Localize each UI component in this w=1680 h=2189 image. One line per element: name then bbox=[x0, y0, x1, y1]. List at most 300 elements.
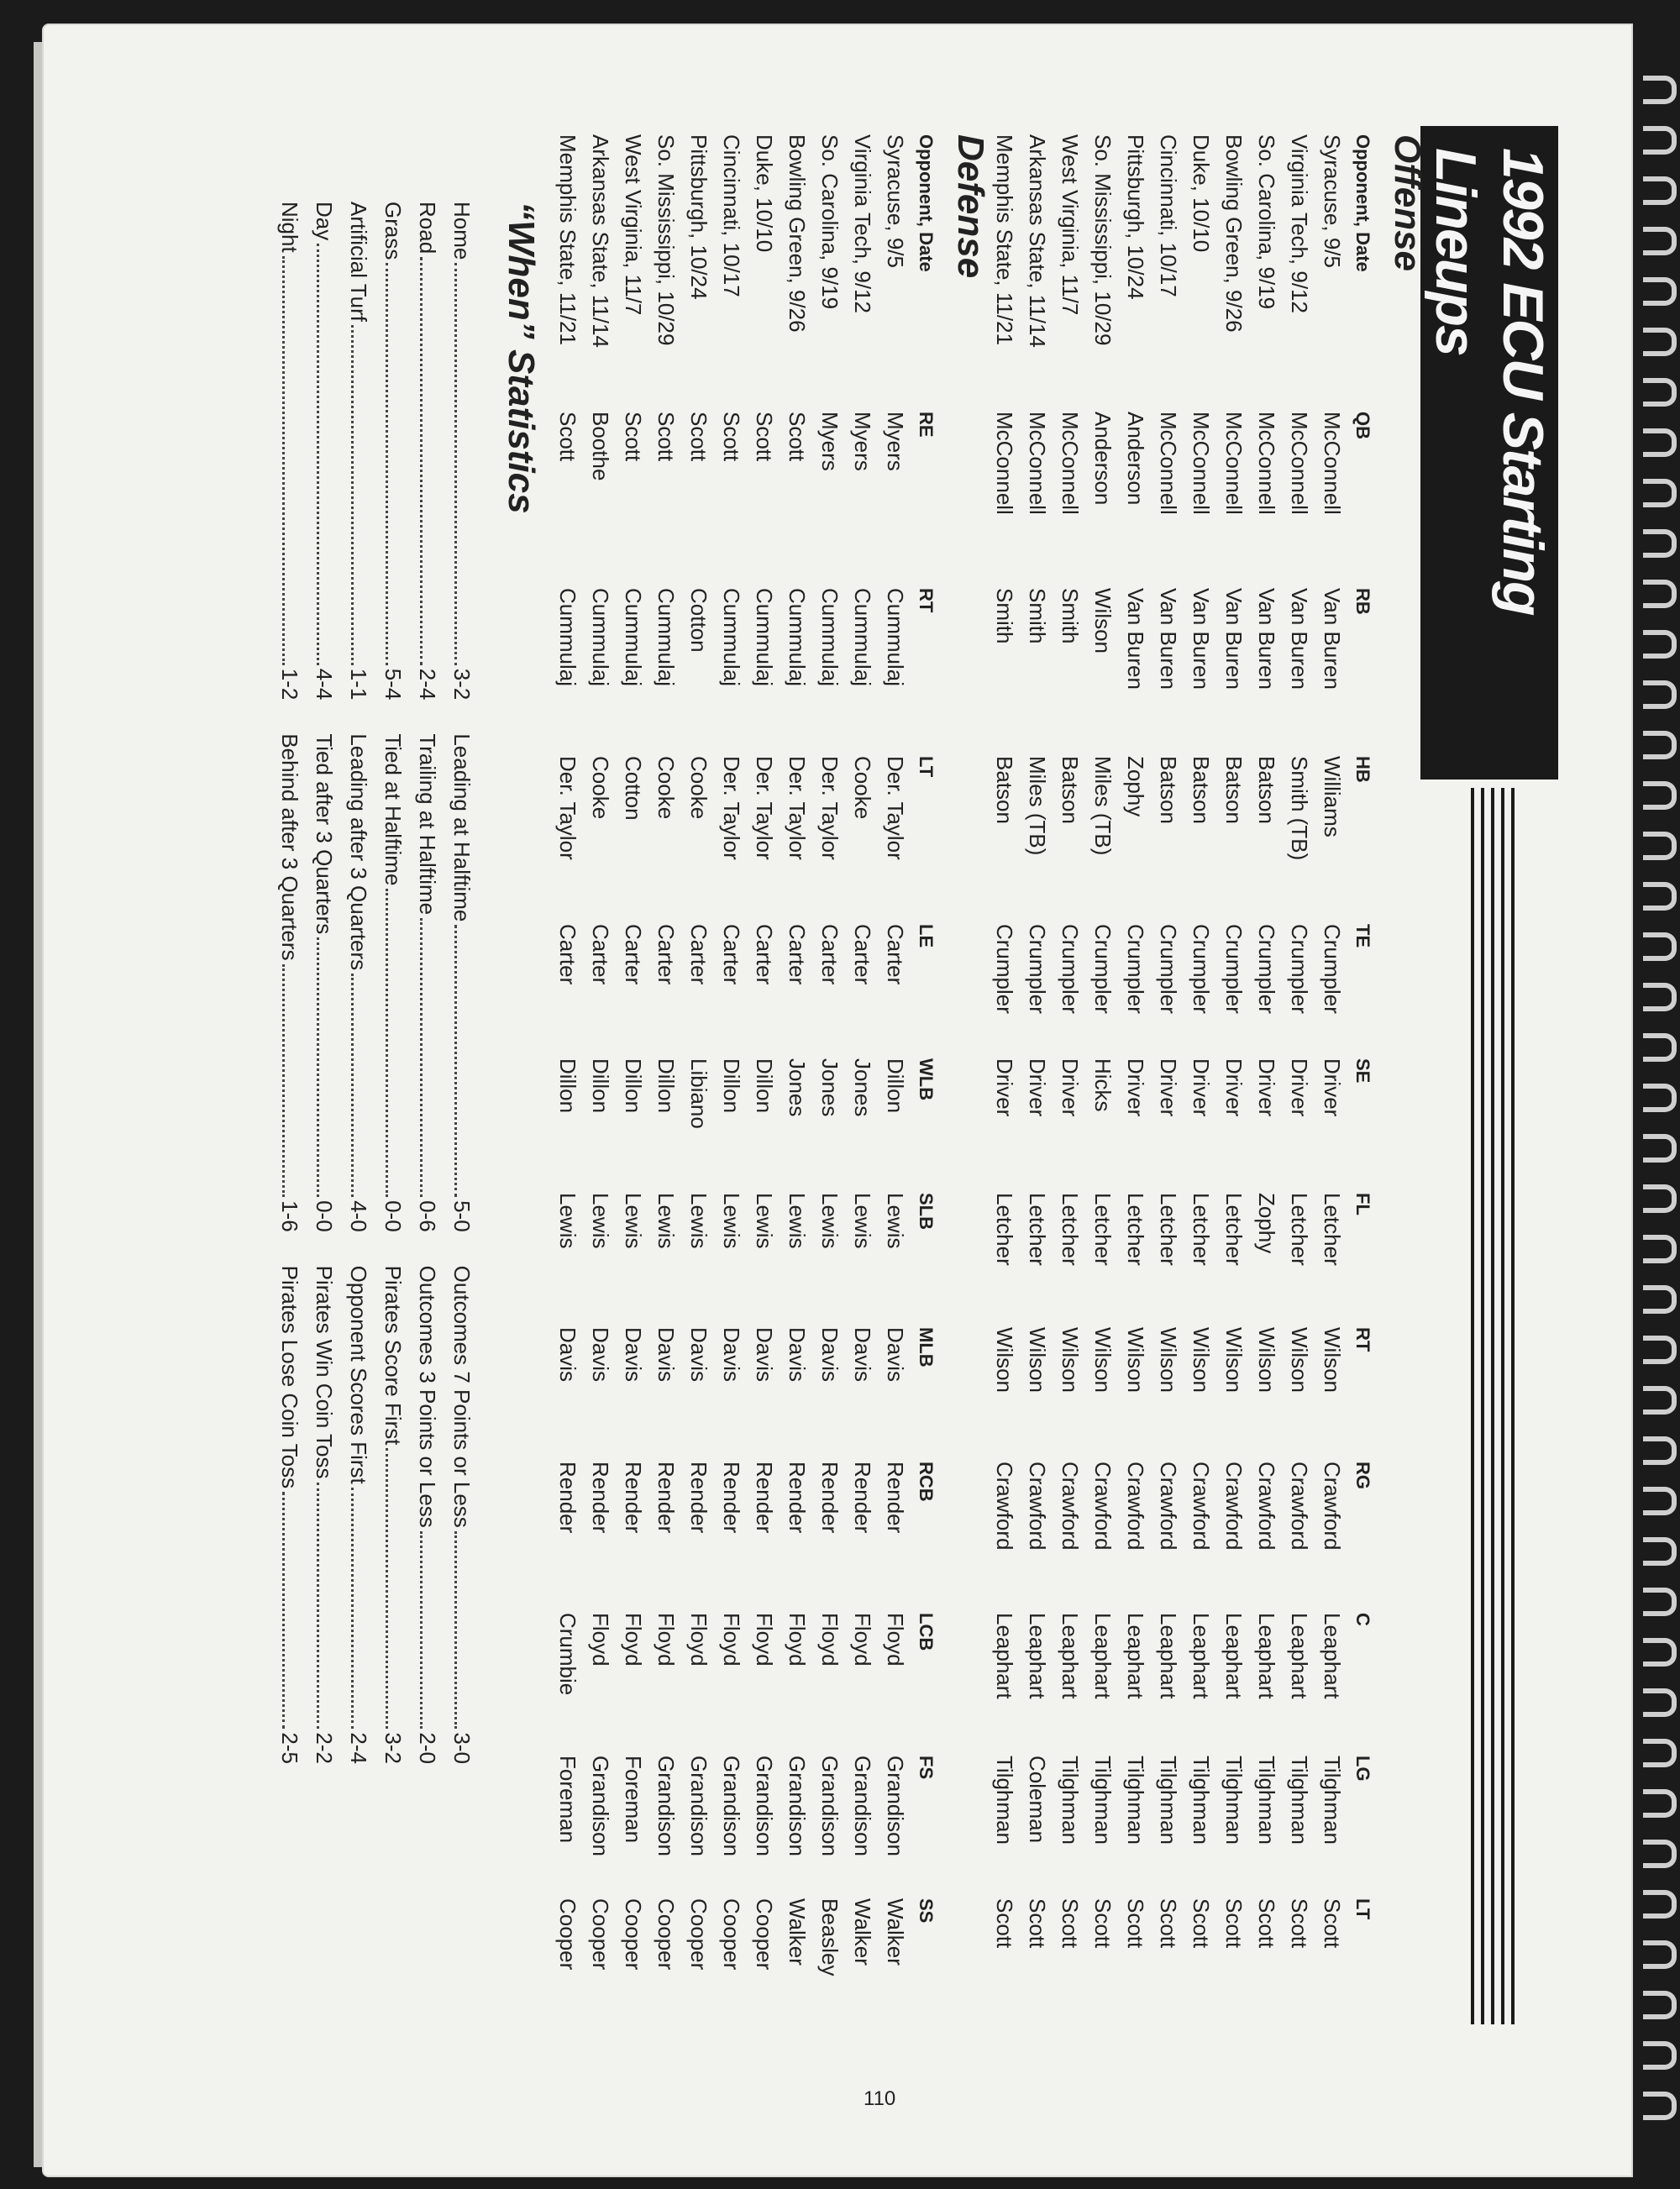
spiral-ring bbox=[1643, 1991, 1677, 2019]
player-cell: McConnell bbox=[1254, 412, 1279, 515]
player-cell: Walker bbox=[850, 1898, 875, 1966]
player-cell: Davis bbox=[654, 1327, 679, 1383]
player-cell: Wilson bbox=[1090, 588, 1116, 654]
table-row bbox=[617, 134, 649, 2024]
player-cell: Dillon bbox=[555, 1058, 580, 1114]
player-cell: Lewis bbox=[785, 1193, 810, 1249]
player-cell: Dillon bbox=[621, 1058, 646, 1114]
player-cell: Crawford bbox=[1123, 1462, 1148, 1551]
player-cell: Lewis bbox=[686, 1193, 711, 1249]
table-row bbox=[1184, 134, 1217, 2024]
player-cell: Zophy bbox=[1254, 1193, 1279, 1254]
spiral-ring bbox=[1643, 479, 1677, 507]
player-cell: Leaphart bbox=[1090, 1613, 1116, 1699]
player-cell: Davis bbox=[785, 1327, 810, 1383]
player-cell: Crumpler bbox=[1320, 924, 1345, 1014]
player-cell: Myers bbox=[850, 412, 875, 471]
player-cell: Cooper bbox=[621, 1898, 646, 1971]
defense-column-header: RCB bbox=[916, 1462, 937, 1502]
player-cell: Zophy bbox=[1123, 756, 1148, 817]
stat-value: 5-4 bbox=[381, 668, 406, 701]
stat-label: Opponent Scores First bbox=[346, 1265, 371, 1484]
player-cell: Scott bbox=[719, 412, 744, 462]
player-cell: Grandison bbox=[686, 1756, 711, 1856]
table-row bbox=[748, 134, 780, 2024]
player-cell: Wilson bbox=[1221, 1327, 1247, 1394]
player-cell: Grandison bbox=[719, 1756, 744, 1856]
player-cell: Driver bbox=[1025, 1058, 1050, 1117]
opponent-date-cell: Pittsburgh, 10/24 bbox=[1123, 134, 1148, 300]
player-cell: Cummulaj bbox=[555, 588, 580, 687]
player-cell: Driver bbox=[1058, 1058, 1083, 1117]
table-row bbox=[584, 134, 617, 2024]
stat-label: Tied after 3 Quarters bbox=[312, 733, 337, 935]
player-cell: Crumpler bbox=[992, 924, 1017, 1014]
player-cell: Dillon bbox=[719, 1058, 744, 1114]
player-cell: Dillon bbox=[588, 1058, 613, 1114]
player-cell: Driver bbox=[1254, 1058, 1279, 1117]
offense-header-row bbox=[1348, 134, 1373, 2024]
spiral-ring bbox=[1643, 1184, 1677, 1213]
player-cell: Coleman bbox=[1025, 1756, 1050, 1844]
player-cell: Leaphart bbox=[992, 1613, 1017, 1699]
player-cell: Der. Taylor bbox=[785, 756, 810, 860]
player-cell: Carter bbox=[654, 924, 679, 985]
player-cell: Grandison bbox=[752, 1756, 777, 1856]
opponent-date-cell: Cincinnati, 10/17 bbox=[1156, 134, 1181, 297]
stat-item bbox=[307, 1266, 341, 1764]
player-cell: Lewis bbox=[719, 1193, 744, 1249]
player-cell: Wilson bbox=[1320, 1327, 1345, 1394]
offense-column-header: TE bbox=[1352, 924, 1373, 948]
table-row bbox=[1283, 134, 1315, 2024]
spiral-ring bbox=[1643, 781, 1677, 810]
spiral-ring bbox=[1643, 328, 1677, 356]
player-cell: Walker bbox=[785, 1898, 810, 1966]
player-cell: Van Buren bbox=[1156, 588, 1181, 690]
spiral-ring bbox=[1643, 1638, 1677, 1667]
player-cell: Jones bbox=[850, 1058, 875, 1117]
defense-heading: Defense bbox=[950, 134, 991, 279]
player-cell: Cooper bbox=[555, 1898, 580, 1971]
spiral-ring bbox=[1643, 1840, 1677, 1868]
stat-label: Leading after 3 Quarters bbox=[346, 733, 371, 971]
player-cell: Davis bbox=[883, 1327, 908, 1383]
table-row bbox=[1152, 134, 1184, 2024]
player-cell: Tilghman bbox=[1090, 1756, 1116, 1845]
spiral-ring bbox=[1643, 630, 1677, 659]
dot-leader bbox=[454, 263, 479, 664]
player-cell: Scott bbox=[686, 412, 711, 462]
spiral-ring bbox=[1643, 1235, 1677, 1263]
player-cell: Cummulaj bbox=[850, 588, 875, 687]
player-cell: Grandison bbox=[654, 1756, 679, 1856]
offense-column-header: LT bbox=[1352, 1898, 1373, 1920]
stat-value: 0-6 bbox=[415, 1200, 440, 1232]
player-cell: Grandison bbox=[850, 1756, 875, 1856]
player-cell: Cummulaj bbox=[752, 588, 777, 687]
player-cell: Scott bbox=[1156, 1898, 1181, 1949]
player-cell: Carter bbox=[850, 924, 875, 985]
opponent-date-cell: Memphis State, 11/21 bbox=[992, 134, 1017, 345]
opponent-date-cell: So. Mississippi, 10/29 bbox=[654, 134, 679, 346]
player-cell: Van Buren bbox=[1287, 588, 1312, 690]
defense-column-header: RE bbox=[916, 412, 937, 438]
player-cell: Scott bbox=[1123, 1898, 1148, 1949]
player-cell: Floyd bbox=[588, 1613, 613, 1667]
player-cell: Libiano bbox=[686, 1058, 711, 1129]
dot-leader bbox=[454, 925, 479, 1197]
player-cell: Render bbox=[883, 1462, 908, 1534]
stat-item bbox=[410, 1266, 444, 1764]
player-cell: Scott bbox=[654, 412, 679, 462]
player-cell: Cummulaj bbox=[719, 588, 744, 687]
table-row bbox=[879, 134, 911, 2024]
player-cell: Scott bbox=[752, 412, 777, 462]
stat-item bbox=[410, 202, 444, 700]
stat-value: 1-1 bbox=[346, 668, 371, 701]
player-cell: Floyd bbox=[621, 1613, 646, 1667]
opponent-date-cell: Pittsburgh, 10/24 bbox=[686, 134, 711, 300]
opponent-date-cell: Syracuse, 9/5 bbox=[883, 134, 908, 268]
opponent-date-cell: Syracuse, 9/5 bbox=[1320, 134, 1345, 268]
player-cell: Smith bbox=[1025, 588, 1050, 644]
stat-row bbox=[272, 202, 307, 1798]
when-statistics-heading: “When” Statistics bbox=[501, 202, 542, 514]
player-cell: Floyd bbox=[719, 1613, 744, 1667]
player-cell: Leaphart bbox=[1189, 1613, 1214, 1699]
player-cell: Leaphart bbox=[1221, 1613, 1247, 1699]
player-cell: Myers bbox=[883, 412, 908, 471]
player-cell: Cooper bbox=[719, 1898, 744, 1971]
stat-item bbox=[307, 733, 341, 1231]
page-title: 1992 ECU Starting Lineups bbox=[1420, 126, 1558, 780]
player-cell: Letcher bbox=[1287, 1193, 1312, 1266]
player-cell: Floyd bbox=[752, 1613, 777, 1667]
stat-label: Pirates Lose Coin Toss bbox=[277, 1265, 302, 1489]
player-cell: Crumpler bbox=[1156, 924, 1181, 1014]
player-cell: McConnell bbox=[1287, 412, 1312, 515]
spiral-ring bbox=[1643, 378, 1677, 407]
player-cell: Render bbox=[588, 1462, 613, 1534]
player-cell: Render bbox=[686, 1462, 711, 1534]
player-cell: Smith (TB) bbox=[1287, 756, 1312, 861]
player-cell: Driver bbox=[1156, 1058, 1181, 1117]
player-cell: Driver bbox=[1123, 1058, 1148, 1117]
offense-column-header: RB bbox=[1352, 588, 1373, 615]
player-cell: McConnell bbox=[1320, 412, 1345, 515]
spiral-ring bbox=[1643, 227, 1677, 255]
stat-value: 3-2 bbox=[381, 1732, 406, 1764]
player-cell: Crawford bbox=[1221, 1462, 1247, 1551]
defense-header-row bbox=[911, 134, 937, 2024]
player-cell: Anderson bbox=[1090, 412, 1116, 506]
player-cell: Wilson bbox=[1123, 1327, 1148, 1394]
player-cell: Cummulaj bbox=[883, 588, 908, 687]
spiral-ring bbox=[1643, 277, 1677, 306]
player-cell: Wilson bbox=[1090, 1327, 1116, 1394]
player-cell: Scott bbox=[1058, 1898, 1083, 1949]
opponent-date-cell: Arkansas State, 11/14 bbox=[1025, 134, 1050, 348]
stat-row bbox=[375, 202, 410, 1798]
player-cell: Crumpler bbox=[1058, 924, 1083, 1014]
player-cell: Scott bbox=[785, 412, 810, 462]
player-cell: Tilghman bbox=[1221, 1756, 1247, 1845]
stat-value: 2-2 bbox=[312, 1732, 337, 1764]
player-cell: Scott bbox=[1090, 1898, 1116, 1949]
player-cell: Batson bbox=[1189, 756, 1214, 824]
dot-leader bbox=[420, 1531, 444, 1730]
player-cell: Render bbox=[719, 1462, 744, 1534]
rotated-content bbox=[38, 109, 1555, 2024]
player-cell: McConnell bbox=[992, 412, 1017, 515]
player-cell: Der. Taylor bbox=[555, 756, 580, 860]
offense-column-header: HB bbox=[1352, 756, 1373, 783]
player-cell: Van Buren bbox=[1254, 588, 1279, 690]
player-cell: Wilson bbox=[1189, 1327, 1214, 1394]
player-cell: Tilghman bbox=[1189, 1756, 1214, 1845]
player-cell: Tilghman bbox=[1123, 1756, 1148, 1845]
opponent-date-cell: So. Carolina, 9/19 bbox=[1254, 134, 1279, 310]
spiral-ring bbox=[1643, 1436, 1677, 1465]
spiral-ring bbox=[1643, 1487, 1677, 1515]
player-cell: Cooper bbox=[686, 1898, 711, 1971]
stat-item bbox=[272, 202, 307, 700]
player-cell: Letcher bbox=[1025, 1193, 1050, 1266]
player-cell: Tilghman bbox=[1254, 1756, 1279, 1845]
player-cell: Foreman bbox=[621, 1756, 646, 1844]
player-cell: Crawford bbox=[1058, 1462, 1083, 1551]
defense-column-header: RT bbox=[916, 588, 937, 613]
defense-table bbox=[551, 134, 937, 2024]
offense-column-header: RT bbox=[1352, 1327, 1373, 1352]
player-cell: Cummulaj bbox=[817, 588, 843, 687]
player-cell: Carter bbox=[555, 924, 580, 985]
stat-label: Road bbox=[415, 202, 440, 255]
player-cell: Leaphart bbox=[1025, 1613, 1050, 1699]
stat-item bbox=[307, 202, 341, 700]
spiral-ring bbox=[1643, 680, 1677, 709]
defense-column-header: LCB bbox=[916, 1613, 937, 1651]
player-cell: Scott bbox=[1221, 1898, 1247, 1949]
player-cell: Davis bbox=[719, 1327, 744, 1383]
player-cell: Carter bbox=[621, 924, 646, 985]
player-cell: Cotton bbox=[686, 588, 711, 653]
stat-value: 0-0 bbox=[381, 1200, 406, 1232]
stat-value: 2-4 bbox=[346, 1732, 371, 1764]
stat-label: Behind after 3 Quarters bbox=[277, 733, 302, 961]
player-cell: Wilson bbox=[1156, 1327, 1181, 1394]
player-cell: Grandison bbox=[588, 1756, 613, 1856]
offense-column-header: QB bbox=[1352, 412, 1373, 439]
player-cell: Crawford bbox=[1320, 1462, 1345, 1551]
spiral-ring bbox=[1643, 1285, 1677, 1314]
player-cell: Der. Taylor bbox=[883, 756, 908, 860]
player-cell: Floyd bbox=[850, 1613, 875, 1667]
player-cell: Beasley bbox=[817, 1898, 843, 1976]
player-cell: McConnell bbox=[1189, 412, 1214, 515]
player-cell: Driver bbox=[992, 1058, 1017, 1117]
player-cell: Wilson bbox=[1058, 1327, 1083, 1394]
player-cell: Van Buren bbox=[1221, 588, 1247, 690]
spiral-ring bbox=[1643, 882, 1677, 911]
dot-leader bbox=[351, 1488, 375, 1730]
table-row bbox=[1086, 134, 1119, 2024]
player-cell: Floyd bbox=[654, 1613, 679, 1667]
player-cell: Crumpler bbox=[1123, 924, 1148, 1014]
player-cell: Lewis bbox=[817, 1193, 843, 1249]
player-cell: Scott bbox=[1320, 1898, 1345, 1949]
player-cell: Boothe bbox=[588, 412, 613, 481]
spiral-ring bbox=[1643, 1688, 1677, 1717]
table-row bbox=[1119, 134, 1152, 2024]
opponent-date-cell: Duke, 10/10 bbox=[1189, 134, 1214, 253]
player-cell: Wilson bbox=[1025, 1327, 1050, 1394]
stat-label: Home bbox=[449, 202, 475, 260]
spiral-ring bbox=[1643, 1890, 1677, 1919]
spiral-ring bbox=[1643, 1386, 1677, 1415]
opponent-date-cell: Duke, 10/10 bbox=[752, 134, 777, 253]
player-cell: Floyd bbox=[686, 1613, 711, 1667]
spiral-ring bbox=[1643, 1134, 1677, 1163]
player-cell: Van Buren bbox=[1123, 588, 1148, 690]
player-cell: Cooke bbox=[686, 756, 711, 820]
stat-item bbox=[410, 733, 444, 1231]
stat-label: Outcomes 3 Points or Less bbox=[415, 1265, 440, 1528]
player-cell: Leaphart bbox=[1156, 1613, 1181, 1699]
opponent-date-cell: Bowling Green, 9/26 bbox=[1221, 134, 1247, 333]
player-cell: Crawford bbox=[1090, 1462, 1116, 1551]
stat-value: 1-6 bbox=[277, 1200, 302, 1232]
table-row bbox=[846, 134, 879, 2024]
stat-item bbox=[444, 1266, 479, 1764]
stat-item bbox=[375, 1266, 410, 1764]
table-row bbox=[1315, 134, 1348, 2024]
player-cell: Render bbox=[752, 1462, 777, 1534]
player-cell: Crumpler bbox=[1090, 924, 1116, 1014]
offense-column-header: C bbox=[1352, 1613, 1373, 1626]
player-cell: Crawford bbox=[1025, 1462, 1050, 1551]
stat-value: 1-2 bbox=[277, 668, 302, 701]
opponent-date-cell: So. Carolina, 9/19 bbox=[817, 134, 843, 310]
dot-leader bbox=[282, 1492, 307, 1729]
player-cell: Batson bbox=[1058, 756, 1083, 824]
player-cell: Wilson bbox=[1287, 1327, 1312, 1394]
player-cell: Carter bbox=[883, 924, 908, 985]
dot-leader bbox=[454, 1531, 479, 1730]
player-cell: Davis bbox=[817, 1327, 843, 1383]
defense-column-header: WLB bbox=[916, 1058, 937, 1101]
stat-item bbox=[272, 1266, 307, 1764]
player-cell: Smith bbox=[992, 588, 1017, 644]
player-cell: Miles (TB) bbox=[1025, 756, 1050, 856]
player-cell: Grandison bbox=[817, 1756, 843, 1856]
player-cell: Carter bbox=[785, 924, 810, 985]
player-cell: Van Buren bbox=[1189, 588, 1214, 690]
spiral-ring bbox=[1643, 932, 1677, 961]
player-cell: Crawford bbox=[1254, 1462, 1279, 1551]
stat-value: 3-2 bbox=[449, 668, 475, 701]
table-row bbox=[1021, 134, 1053, 2024]
player-cell: Leaphart bbox=[1320, 1613, 1345, 1699]
spiral-ring bbox=[1643, 1940, 1677, 1969]
stat-value: 2-5 bbox=[277, 1732, 302, 1764]
player-cell: Driver bbox=[1221, 1058, 1247, 1117]
player-cell: Floyd bbox=[785, 1613, 810, 1667]
defense-column-header: MLB bbox=[916, 1327, 937, 1367]
player-cell: McConnell bbox=[1025, 412, 1050, 515]
stat-label: Night bbox=[277, 202, 302, 253]
opponent-date-cell: Cincinnati, 10/17 bbox=[719, 134, 744, 297]
table-row bbox=[551, 134, 584, 2024]
player-cell: Crumpler bbox=[1189, 924, 1214, 1014]
stat-item bbox=[444, 733, 479, 1231]
player-cell: Crawford bbox=[992, 1462, 1017, 1551]
stat-label: Trailing at Halftime bbox=[415, 733, 440, 916]
player-cell: Scott bbox=[992, 1898, 1017, 1949]
player-cell: Jones bbox=[785, 1058, 810, 1117]
stat-row bbox=[444, 202, 479, 1798]
spiral-ring bbox=[1643, 76, 1677, 104]
player-cell: Letcher bbox=[1090, 1193, 1116, 1266]
player-cell: Der. Taylor bbox=[719, 756, 744, 860]
player-cell: Scott bbox=[555, 412, 580, 462]
dot-leader bbox=[386, 263, 410, 664]
player-cell: Davis bbox=[588, 1327, 613, 1383]
player-cell: Lewis bbox=[555, 1193, 580, 1249]
spiral-ring bbox=[1643, 1033, 1677, 1062]
player-cell: Crumpler bbox=[1025, 924, 1050, 1014]
opponent-date-cell: So. Mississippi, 10/29 bbox=[1090, 134, 1116, 346]
player-cell: Miles (TB) bbox=[1090, 756, 1116, 856]
player-cell: Lewis bbox=[588, 1193, 613, 1249]
player-cell: Cooper bbox=[588, 1898, 613, 1971]
player-cell: Davis bbox=[686, 1327, 711, 1383]
stat-item bbox=[444, 202, 479, 700]
stat-label: Tied at Halftime bbox=[381, 733, 406, 886]
player-cell: Myers bbox=[817, 412, 843, 471]
dot-leader bbox=[282, 964, 307, 1197]
player-cell: Cooke bbox=[588, 756, 613, 820]
player-cell: Tilghman bbox=[1156, 1756, 1181, 1845]
player-cell: Letcher bbox=[1189, 1193, 1214, 1266]
dot-leader bbox=[317, 244, 341, 665]
player-cell: Render bbox=[817, 1462, 843, 1534]
player-cell: Davis bbox=[621, 1327, 646, 1383]
player-cell: Crumpler bbox=[1254, 924, 1279, 1014]
player-cell: Dillon bbox=[752, 1058, 777, 1114]
player-cell: Davis bbox=[850, 1327, 875, 1383]
when-statistics bbox=[272, 202, 479, 1798]
opponent-date-cell: Memphis State, 11/21 bbox=[555, 134, 580, 345]
opponent-date-cell: West Virginia, 11/7 bbox=[1058, 134, 1083, 316]
stat-value: 5-0 bbox=[449, 1200, 475, 1232]
opponent-date-cell: Arkansas State, 11/14 bbox=[588, 134, 613, 348]
player-cell: Dillon bbox=[883, 1058, 908, 1114]
defense-column-header: FS bbox=[916, 1756, 937, 1780]
defense-column-header: SLB bbox=[916, 1193, 937, 1230]
opponent-date-cell: Virginia Tech, 9/12 bbox=[1287, 134, 1312, 313]
player-cell: Batson bbox=[1254, 756, 1279, 824]
spiral-ring bbox=[1643, 1084, 1677, 1112]
player-cell: Crumpler bbox=[1221, 924, 1247, 1014]
stat-label: Pirates Score First bbox=[381, 1265, 406, 1446]
table-row bbox=[988, 134, 1021, 2024]
player-cell: Grandison bbox=[785, 1756, 810, 1856]
spiral-ring bbox=[1643, 529, 1677, 558]
player-cell: Tilghman bbox=[1320, 1756, 1345, 1845]
stat-value: 2-4 bbox=[415, 668, 440, 701]
